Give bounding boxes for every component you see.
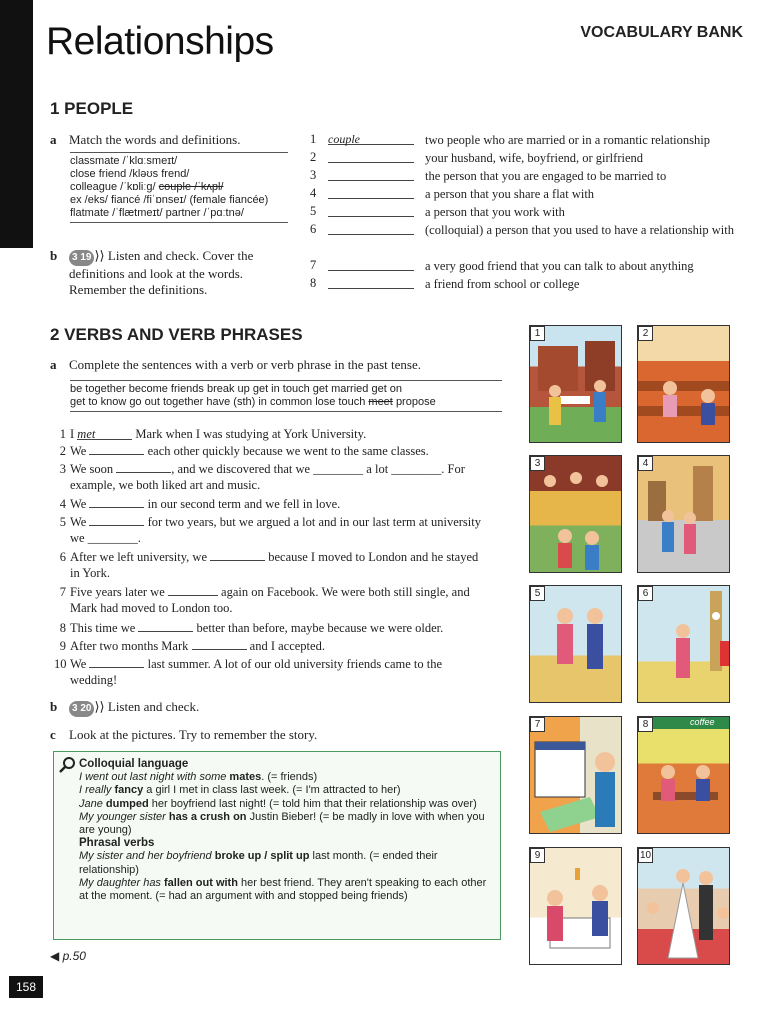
example-line: I went out last night with some mates. (= friends) [79,771,318,784]
answer-blank[interactable]: met [77,426,132,440]
exercise-letter-b: b [50,699,58,714]
page-title: Relationships [46,20,274,63]
london-big-ben-illustration [638,586,730,703]
word-line: be together become friends break up get in touch get married get on [70,383,403,395]
wedding-illustration [638,848,730,965]
audio-track-badge[interactable]: 3 20 [69,701,94,717]
word-line: classmate /ˈklɑːsmeɪt/ [70,155,178,167]
couple-walking-illustration [638,456,730,573]
instruction-1b [69,248,284,298]
classroom-illustration [638,326,730,443]
example-line: I really fancy a girl I met in class last week. (= I'm attracted to her) [79,784,401,797]
sentence: 6 After we left university, we because I moved to London and he stayed in York. [59,550,479,580]
instruction-2a: Complete the sentences with a verb or verb phrase in the past tense. [69,357,421,372]
speaker-icon: ⟩⟩ [94,699,105,714]
facebook-laptop-illustration [530,717,622,834]
answer-blank[interactable]: couple [328,132,414,145]
coffee-shop-illustration [638,717,730,834]
answer-blank[interactable] [89,444,144,455]
speaker-icon: ⟩⟩ [94,248,105,263]
word-line: close friend /kləʊs frend/ [70,168,190,180]
answer-blank[interactable] [328,168,414,181]
illustration-panel-10: 10 [637,847,730,965]
exercise-letter-a: a [50,357,57,372]
word-box-verbs [70,380,502,412]
example-line: My daughter has fallen out with her best friend. They aren't speaking to each other at the moment. (= had an argument with and stopped being friends) [79,876,487,903]
section-2-heading: 2 VERBS AND VERB PHRASES [50,325,303,344]
proposal-illustration [530,848,622,965]
answer-blank[interactable] [328,150,414,163]
exercise-letter-a: a [50,132,57,147]
answer-blank[interactable] [116,462,171,473]
coffee-sign-text: coffee [690,717,715,727]
answer-blank[interactable] [328,222,414,235]
answer-blank[interactable] [89,497,144,508]
answer-blank[interactable] [168,585,218,596]
arrow-left-icon: ◀ [50,949,60,963]
illustration-panel-6: 6 [637,585,730,703]
sentence: 10 We last summer. A lot of our old university friends came to the wedding! [54,657,443,687]
word-line: ex /eks/ fiancé /fiˈɒnseɪ/ (female fiancée) [70,194,269,206]
couple-arguing-illustration [530,586,622,703]
answer-blank[interactable] [328,186,414,199]
illustration-panel-8: 8 coffee [637,716,730,834]
answer-blank[interactable] [328,258,414,271]
answer-blank[interactable] [328,276,414,289]
word-line [70,181,288,194]
sentence: 7 Five years later we again on Facebook. We were both still single, and Mark had moved to London too. [59,585,470,615]
answer-blank[interactable] [210,550,265,561]
illustration-panel-1: 1 [529,325,622,443]
section-1-heading: 1 PEOPLE [50,99,134,118]
instruction-text: Listen and check. Cover the definitions and look at the words. Remember the definitions. [69,248,254,297]
instruction-1a: Match the words and definitions. [69,132,241,147]
exercise-letter-b: b [50,248,58,263]
example-line: My younger sister has a crush on Justin Bieber! (= be madly in love with when you are young) [79,810,485,837]
magnifier-icon [58,756,76,774]
answer-blank[interactable] [328,204,414,217]
illustration-panel-5: 5 [529,585,622,703]
colloquial-language-box [53,751,501,940]
struck-word: couple /ˈkʌpl/ [158,181,224,193]
audio-track-badge[interactable]: 3 19 [69,250,94,266]
sentence: 9 After two months Mark and I accepted. [59,639,325,653]
sentence: 4 We in our second term and we fell in love. [59,497,341,511]
illustration-panel-4: 4 [637,455,730,573]
concert-illustration [530,456,622,573]
word-line: flatmate /ˈflætmeɪt/ partner /ˈpɑːtnə/ [70,207,244,219]
word-box-people [70,152,288,223]
instruction-2c: Look at the pictures. Try to remember the story. [69,727,318,742]
sentence: 1 I met Mark when I was studying at York University. [59,427,367,441]
sentence: 3 We soon , and we discovered that we ________ a lot ________. For example, we both liked art and music. [59,462,465,492]
word: colleague /ˈkɒliːɡ/ [70,181,156,193]
definitions-list: 1 couple two people who are married or in a romantic relationship 2 your husband, wife, boyfriend, or girlfriend 3 the person that you are engaged to be married to 4 a person that you share a flat with 5 a person that you work with 6 (colloquial) a person that you used to have a relationship with 7 a very good friend that you can talk to about anything 8 a friend from school or college [310,132,734,291]
illustration-panel-7: 7 [529,716,622,834]
callout-heading: Colloquial language [79,758,189,770]
illustration-panel-2: 2 [637,325,730,443]
example-line: Jane dumped her boyfriend last night! (= told him that their relationship was over) [79,797,477,810]
struck-word: meet [368,396,393,408]
callout-heading: Phrasal verbs [79,837,155,850]
sentence: 2 We each other quickly because we went to the same classes. [59,444,429,458]
black-sidebar [0,0,33,248]
page-number: 158 [9,976,43,998]
answer-blank[interactable] [89,515,144,526]
answer-blank[interactable] [192,639,247,650]
page-reference[interactable]: ◀ p.50 [50,949,86,963]
sentence: 5 We for two years, but we argued a lot and in our last term at university we ________. [59,515,481,545]
illustration-panel-9: 9 [529,847,622,965]
answer-blank[interactable] [138,621,193,632]
example-line: My sister and her boyfriend broke up / split up last month. (= ended their relationship) [79,850,438,876]
students-university-illustration [530,326,622,443]
instruction-2b: 3 20 ⟩⟩ Listen and check. [69,699,199,717]
sentence: 8 This time we better than before, maybe because we were older. [59,621,444,635]
exercise-letter-c: c [50,727,56,742]
illustration-panel-3: 3 [529,455,622,573]
word-line: get to know go out together have (sth) in common lose touch meet propose [70,396,436,408]
answer-blank[interactable] [89,657,144,668]
vocabulary-bank-label: VOCABULARY BANK [580,24,743,41]
